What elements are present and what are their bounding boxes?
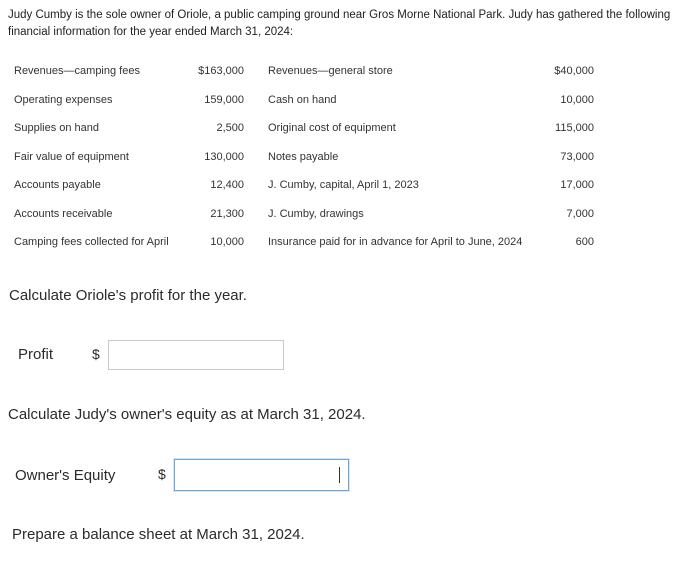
item-value-left: 10,000	[210, 236, 244, 248]
item-label-left: Camping fees collected for April	[14, 236, 169, 248]
table-row	[14, 174, 604, 203]
balance-sheet-question: Prepare a balance sheet at March 31, 2024.	[12, 526, 305, 543]
item-label-left: Fair value of equipment	[14, 150, 129, 163]
item-label-right: J. Cumby, capital, April 1, 2023	[268, 179, 419, 191]
equity-question: Calculate Judy's owner's equity as at March 31, 2024.	[8, 406, 366, 423]
owners-equity-label: Owner's Equity	[15, 467, 116, 484]
item-label-left: Supplies on hand	[14, 122, 100, 134]
item-value-right: 10,000	[560, 93, 594, 106]
item-value-right: 73,000	[560, 150, 594, 163]
item-label-right: Insurance paid for in advance for April to June, 2024	[268, 236, 523, 248]
owners-equity-input[interactable]	[174, 459, 349, 491]
item-value-left: 2,500	[216, 122, 244, 134]
item-value-right: 17,000	[560, 179, 594, 191]
item-label-right: Revenues—general store	[268, 65, 393, 77]
item-value-right: 115,000	[555, 122, 594, 134]
table-row	[14, 146, 604, 175]
item-label-left: Accounts payable	[14, 179, 101, 191]
equity-currency-symbol: $	[158, 466, 166, 482]
item-label-right: Cash on hand	[268, 93, 337, 106]
table-row	[14, 117, 604, 146]
item-label-left: Revenues—camping fees	[14, 65, 140, 77]
profit-question: Calculate Oriole's profit for the year.	[9, 287, 247, 304]
item-value-left: 21,300	[210, 207, 244, 220]
table-row	[14, 203, 604, 232]
item-value-left: $163,000	[198, 65, 244, 77]
item-value-right: 600	[575, 236, 594, 248]
item-label-right: Original cost of equipment	[268, 122, 396, 134]
profit-label: Profit	[18, 346, 54, 363]
profit-currency-symbol: $	[92, 346, 100, 362]
problem-intro: Judy Cumby is the sole owner of Oriole, a public camping ground near Gros Morne National Park. Judy has gathered the following financial information for the year ended March 31, 2024:	[8, 9, 671, 38]
item-label-right: Notes payable	[268, 150, 339, 163]
table-row	[14, 231, 604, 260]
item-label-right: J. Cumby, drawings	[268, 207, 364, 220]
item-label-left: Operating expenses	[14, 93, 113, 106]
text-caret	[339, 467, 340, 483]
table-row	[14, 60, 604, 89]
profit-input[interactable]	[108, 340, 284, 370]
item-value-left: 12,400	[210, 179, 244, 191]
item-value-left: 159,000	[204, 93, 244, 106]
table-row	[14, 89, 604, 118]
financial-info-table	[14, 60, 604, 260]
item-value-left: 130,000	[204, 150, 244, 163]
item-value-right: $40,000	[554, 65, 594, 77]
item-value-right: 7,000	[566, 207, 594, 220]
item-label-left: Accounts receivable	[14, 207, 113, 220]
